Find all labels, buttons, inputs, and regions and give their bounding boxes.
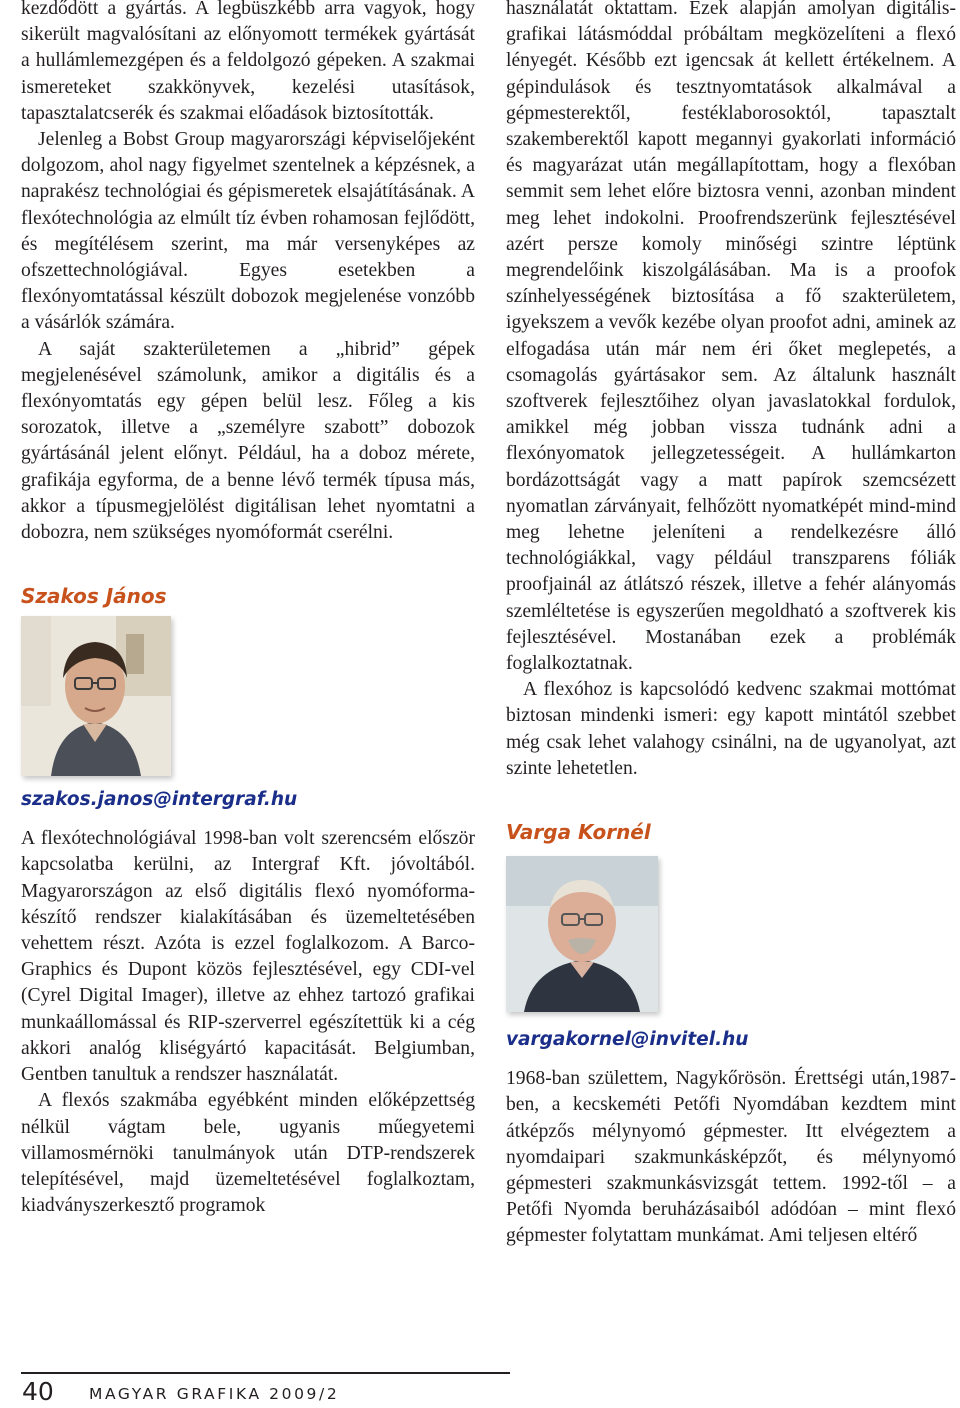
author-photo-varga <box>506 856 658 1012</box>
paragraph: A saját szakterületemen a „hibrid” gépek megjelenésével számolunk, amikor a digitális és a flexónyomtatás egy gépen belül lesz. Főleg a kis sorozatok, illetve a „személyre szabott” dobozok gyártásánál jelent előnyt. Például, ha a doboz mérete, grafikája egyforma, de a benne lévő termék típusa más, akkor a típusmegjelölést digitálisan lehet nyomtatni a dobozra, nem szükséges nyomóformát cserélni. <box>21 338 475 544</box>
author-email-szakos[interactable]: szakos.janos@intergraf.hu <box>21 789 298 811</box>
paragraph: 1968-ban születtem, Nagykőrösön. Érettségi után,1987-ben, a kecskeméti Petőfi Nyomdában kezdtem mint átképzős mélynyomó gépmester. Itt elvégeztem a nyomdaipari szakmunkásképzőt, és mélynyomó gépmesteri szakmunkásvizsgát tettem. 1992-től – a Petőfi Nyomda beruházásaiból adódóan – mint flexó gépmester folytattam munkámat. Ami teljesen eltérő <box>506 1068 956 1247</box>
footer-divider <box>21 1372 510 1374</box>
author-name-szakos: Szakos János <box>21 584 167 609</box>
left-column <box>21 0 475 1219</box>
page-number: 40 <box>22 1377 54 1406</box>
author-name-varga: Varga Kornél <box>506 820 651 845</box>
paragraph: Jelenleg a Bobst Group magyarországi képviselőjeként dolgozom, ahol nagy figyelmet szentelnek a képzésnek, a naprakész technológiai és gépismeretek elsajátításának. A flexótechnológia az elmúlt tíz évben rohamosan fejlődött, és megítélésem szerint, ma már versenyképes az ofszettechnológiával. Egyes esetekben a flexónyomtatással készült dobozok megjelenése vonzóbb a vásárlók számára. <box>21 129 475 334</box>
portrait-photo-icon <box>506 856 658 1012</box>
paragraph: kezdődött a gyártás. A legbüszkébb arra vagyok, hogy sikerült magvalósítani az előnyomott termékek gyártását a hullámlemezgépen és a feldolgozó gépeken. A szakmai ismereteket szakkönyvek, kezelési utasítások, tapasztalatcserék és szakmai előadások biztosították. <box>21 0 475 124</box>
paragraph: A flexós szakmába egyébként minden előképzettség nélkül vágtam bele, ugyanis műegyetemi villamosmérnöki tanulmányok után DTP-rendszerek telepítésével, majd üzemeltetésével foglalkoztam, kiadványszerkesztő programok <box>21 1090 475 1217</box>
paragraph: használatát oktattam. Ezek alapján amolyan digitális-grafikai látásmóddal próbáltam megközelíteni a flexó lényegét. Később ezt igencsak át kellett értékelnem. A gépindulások és tesztnyomtatások alkalmával a gépmesterektől, festéklaborosoktól, tapasztalt szakemberektől kapott megannyi gyakorlati információ és magyarázat után megállapítottam, hogy a flexóban semmit sem lehet előre biztosra venni, azonban mindent meg lehet indokolni. Proofrendszerünk fejlesztésével azért persze komoly minőségi szintre léptünk megrendelőink kiszolgálásában. Ma is a proofok színhelyességének biztosítása a fő szakterületem, igyekszem a vevők kezébe olyan proofot adni, aminek az elfogadása után már nem éri őket meglepetés, a csomagolás gyártásakor sem. Az általunk használt szoftverek fejlesztőihez olyan javaslatokkal fordulok, amikkel még jobban vissza tudnánk adni a flexónyomatok jellegzetességeit. A hullámkarton bordázottságát vagy a matt papírok szemcsézett nyomatlan zárványait, felhőzött nyomatképét mind-mind meg lehetne jeleníteni a rendelkezésre álló technológiákkal, vagy például transzparens fóliák proofjainál az átlátszó részek, illetve a fehér alányomás szemléltetése is egyszerűen megoldható a szoftverek kis fejlesztésével. Mostanában ezek a problémák foglalkoztatnak. <box>506 0 956 675</box>
magazine-issue: MAGYAR GRAFIKA 2009/2 <box>89 1385 340 1403</box>
paragraph: A flexótechnológiával 1998-ban volt szerencsém először kapcsolatba kerülni, az Intergraf Kft. jóvoltából. Magyarországon az első digitális flexó nyomóforma-készítő rendszer kialakításában és üzemeltetésében vehettem részt. Azóta is ezzel foglalkozom. A Barco-Graphics és Dupont közös fejlesztésével, egy CDI-vel (Cyrel Digital Imager), illetve az ehhez tartozó grafikai munkaállomással és RIP-szerverrel egészítettük ki a cég akkori analóg kliségyártó kapacitását. Belgiumban, Gentben tanultuk a rendszer használatát. <box>21 828 475 1086</box>
portrait-photo-icon <box>21 616 171 776</box>
author-email-varga[interactable]: vargakornel@invitel.hu <box>506 1029 749 1051</box>
paragraph: A flexóhoz is kapcsolódó kedvenc szakmai mottómat biztosan mindenki ismeri: egy kapott mintától szebbet még csak lehet valahogy csinálni, na de ugyanolyat, azt szinte lehetetlen. <box>506 679 956 779</box>
author-photo-szakos <box>21 616 171 776</box>
right-column <box>506 0 956 1250</box>
